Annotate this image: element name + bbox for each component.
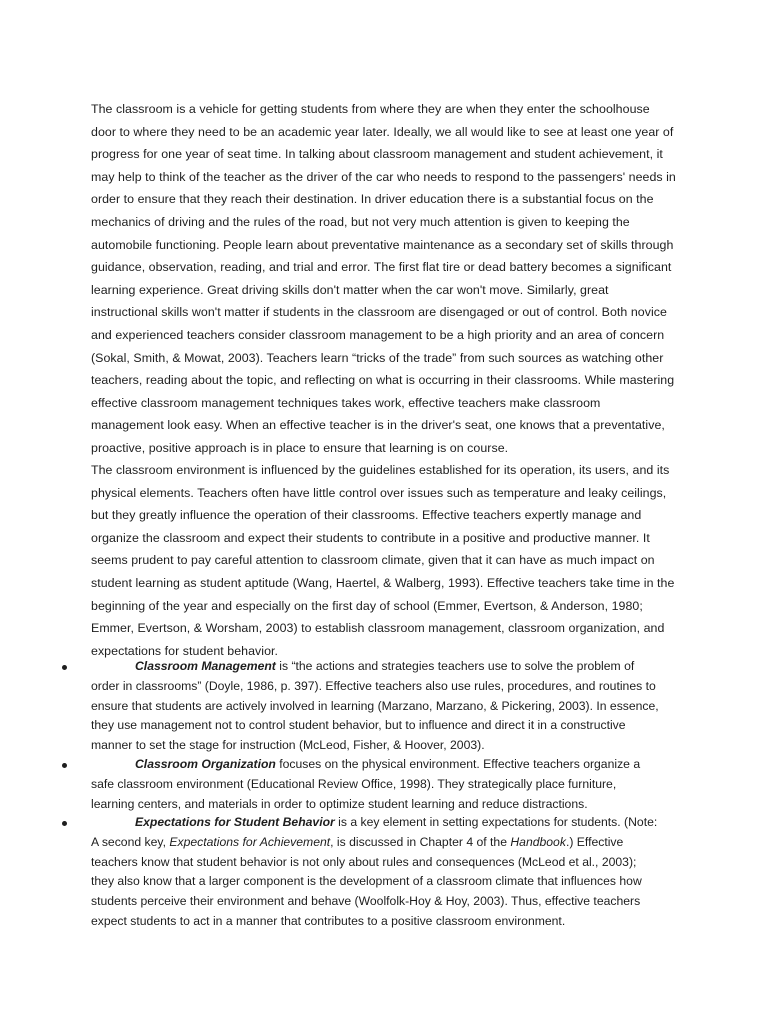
term-classroom-management: Classroom Management (135, 659, 276, 673)
text-line: A second key, Expectations for Achievement, is discussed in Chapter 4 of the Handbook.) Effective (91, 834, 624, 849)
term-classroom-organization: Classroom Organization (135, 757, 276, 771)
text-line: may help to think of the teacher as the driver of the car who needs to respond to the passengers' needs in (91, 169, 676, 184)
paragraph-environment (91, 459, 681, 662)
text-line: manner to set the stage for instruction (McLeod, Fisher, & Hoover, 2003). (91, 738, 485, 753)
text-line: beginning of the year and especially on the first day of school (Emmer, Evertson, & Anderson, 1980; (91, 598, 643, 613)
text-line: management look easy. When an effective teacher is in the driver's seat, one knows that a preventative, (91, 418, 665, 433)
text-line: (Sokal, Smith, & Mowat, 2003). Teachers learn “tricks of the trade” from such sources as watching other (91, 350, 664, 365)
text-line: order in classrooms” (Doyle, 1986, p. 397). Effective teachers also use rules, procedures, and routines to (91, 678, 656, 693)
text-line: effective classroom management techniques takes work, effective teachers make classroom (91, 395, 601, 410)
text-line: Expectations for Student Behavior is a key element in setting expectations for students. (Note: (135, 815, 658, 829)
text-line: physical elements. Teachers often have little control over issues such as temperature and leaky ceilings, (91, 485, 667, 500)
text-line: automobile functioning. People learn about preventative maintenance as a secondary set of skills through (91, 237, 674, 252)
text-line: learning experience. Great driving skills don't matter when the car won't move. Similarly, great (91, 282, 609, 297)
text-line: ensure that students are actively involved in learning (Marzano, Marzano, & Pickering, 2003). In essence, (91, 698, 659, 713)
text-line: organize the classroom and expect their students to contribute in a positive and productive manner. It (91, 530, 650, 545)
text-line: expectations for student behavior. (91, 643, 278, 658)
text-line: The classroom is a vehicle for getting students from where they are when they enter the schoolhouse (91, 102, 650, 116)
text-line: proactive, positive approach is in place to ensure that learning is on course. (91, 440, 509, 455)
bullet-text (91, 657, 659, 756)
text-line: Classroom Organization focuses on the physical environment. Effective teachers organize a (135, 757, 641, 771)
text-line: progress for one year of seat time. In talking about classroom management and student achievement, it (91, 147, 663, 162)
text-line: teachers know that student behavior is not only about rules and consequences (McLeod et al., 2003); (91, 854, 637, 869)
text-line: expect students to act in a manner that contributes to a positive classroom environment. (91, 913, 566, 928)
text-line: order to ensure that they reach their destination. In driver education there is a substantial focus on the (91, 192, 654, 207)
italic-title: Handbook (510, 834, 566, 849)
text-line: and experienced teachers consider classroom management to be a high priority and an area of concern (91, 327, 665, 342)
paragraph-intro (91, 98, 681, 460)
text-line: mechanics of driving and the rules of the road, but not very much attention is given to keeping the (91, 214, 630, 229)
bullet-text (91, 755, 640, 814)
text-line: but they greatly influence the operation of their classrooms. Effective teachers expertly manage and (91, 508, 642, 523)
text-line: seems prudent to pay careful attention to classroom climate, given that it can have as much impact on (91, 553, 655, 568)
bullet-icon (62, 755, 66, 775)
text-line: The classroom environment is influenced by the guidelines established for its operation, its users, and its (91, 463, 670, 477)
text-line: they also know that a larger component is the development of a classroom climate that influences how (91, 874, 642, 889)
text-line: students perceive their environment and behave (Woolfolk-Hoy & Hoy, 2003). Thus, effective teachers (91, 894, 641, 909)
bullet-icon (62, 657, 66, 677)
text-line: instructional skills won't matter if students in the classroom are disengaged or out of control. Both novice (91, 305, 667, 320)
text-line: Classroom Management is “the actions and strategies teachers use to solve the problem of (135, 659, 635, 673)
term-expectations-for-student-behavior: Expectations for Student Behavior (135, 815, 335, 829)
text-line: guidance, observation, reading, and trial and error. The first flat tire or dead battery becomes a significant (91, 260, 672, 275)
text-line: student learning as student aptitude (Wang, Haertel, & Walberg, 1993). Effective teachers take time in the (91, 575, 675, 590)
text-line: teachers, reading about the topic, and reflecting on what is occurring in their classrooms. While mastering (91, 373, 675, 388)
text-line: Emmer, Evertson, & Worsham, 2003) to establish classroom management, classroom organization, and (91, 621, 665, 636)
bullet-icon (62, 813, 66, 833)
text-line: learning centers, and materials in order to optimize student learning and reduce distractions. (91, 796, 588, 811)
bullet-text (91, 813, 657, 932)
text-line: door to where they need to be an academic year later. Ideally, we all would like to see at least one year of (91, 124, 674, 139)
text-line: they use management not to control student behavior, but to influence and direct it in a constructive (91, 718, 626, 733)
text-line: safe classroom environment (Educational Review Office, 1998). They strategically place furniture, (91, 776, 617, 791)
italic-title: Expectations for Achievement (169, 834, 331, 849)
